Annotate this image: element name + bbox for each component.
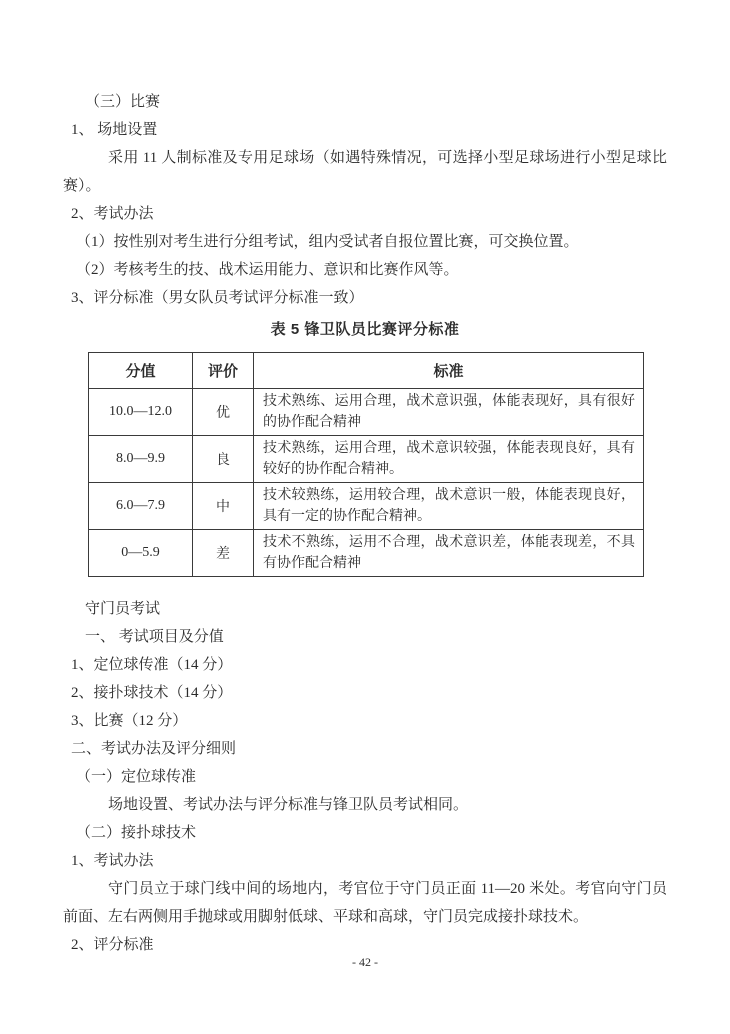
- score-cell: 10.0—12.0: [89, 389, 193, 436]
- list-item: （二）接扑球技术: [76, 825, 197, 841]
- list-item: （2）考核考生的技、战术运用能力、意识和比赛作风等。: [76, 262, 459, 278]
- table-header-row: [89, 353, 644, 389]
- list-item: 2、考试办法: [71, 206, 154, 222]
- list-item: 2、接扑球技术（14 分）: [71, 685, 233, 701]
- grade-cell: 良: [193, 436, 254, 483]
- list-item: （一）定位球传准: [76, 769, 197, 785]
- score-cell: 8.0—9.9: [89, 436, 193, 483]
- score-cell: 0—5.9: [89, 530, 193, 577]
- grade-cell: 优: [193, 389, 254, 436]
- criteria-cell: 技术不熟练，运用不合理，战术意识差，体能表现差，不具有协作配合精神: [254, 530, 644, 577]
- list-item: 3、比赛（12 分）: [71, 713, 188, 729]
- section-heading: 二、考试办法及评分细则: [71, 741, 237, 757]
- score-cell: 6.0—7.9: [89, 483, 193, 530]
- table-row: [89, 530, 644, 577]
- list-item: 3、评分标准（男女队员考试评分标准一致）: [71, 290, 364, 306]
- criteria-cell: 技术熟练，运用合理，战术意识较强，体能表现良好，具有较好的协作配合精神。: [254, 436, 644, 483]
- list-item: 1、定位球传准（14 分）: [71, 657, 233, 673]
- criteria-cell: 技术熟练、运用合理，战术意识强，体能表现好，具有很好的协作配合精神: [254, 389, 644, 436]
- section-heading: 一、 考试项目及分值: [85, 629, 224, 645]
- scoring-standard-table: [88, 352, 644, 577]
- list-item: 1、考试办法: [71, 853, 154, 869]
- grade-cell: 差: [193, 530, 254, 577]
- body-paragraph: 守门员立于球门线中间的场地内，考官位于守门员正面 11—20 米处。考官向守门员前面、左右两侧用手抛球或用脚射低球、平球和高球，守门员完成接扑球技术。: [63, 881, 667, 925]
- list-item: 2、评分标准: [71, 937, 154, 953]
- page-number: - 42 -: [352, 955, 378, 969]
- table-row: [89, 436, 644, 483]
- grade-cell: 中: [193, 483, 254, 530]
- table-row: [89, 483, 644, 530]
- column-header-grade: 评价: [193, 353, 254, 389]
- list-item: （1）按性别对考生进行分组考试，组内受试者自报位置比赛，可交换位置。: [76, 234, 579, 250]
- table-title: 表 5 锋卫队员比赛评分标准: [270, 321, 460, 338]
- column-header-score: 分值: [89, 353, 193, 389]
- criteria-cell: 技术较熟练，运用较合理，战术意识一般，体能表现良好，具有一定的协作配合精神。: [254, 483, 644, 530]
- table-row: [89, 389, 644, 436]
- body-paragraph: 采用 11 人制标准及专用足球场（如遇特殊情况，可选择小型足球场进行小型足球比赛）。: [63, 150, 667, 194]
- body-paragraph: 场地设置、考试办法与评分标准与锋卫队员考试相同。: [108, 797, 469, 813]
- section-heading: 守门员考试: [85, 601, 161, 617]
- column-header-criteria: 标准: [254, 353, 644, 389]
- list-item: 1、 场地设置: [71, 122, 158, 138]
- section-heading: （三）比赛: [85, 94, 161, 110]
